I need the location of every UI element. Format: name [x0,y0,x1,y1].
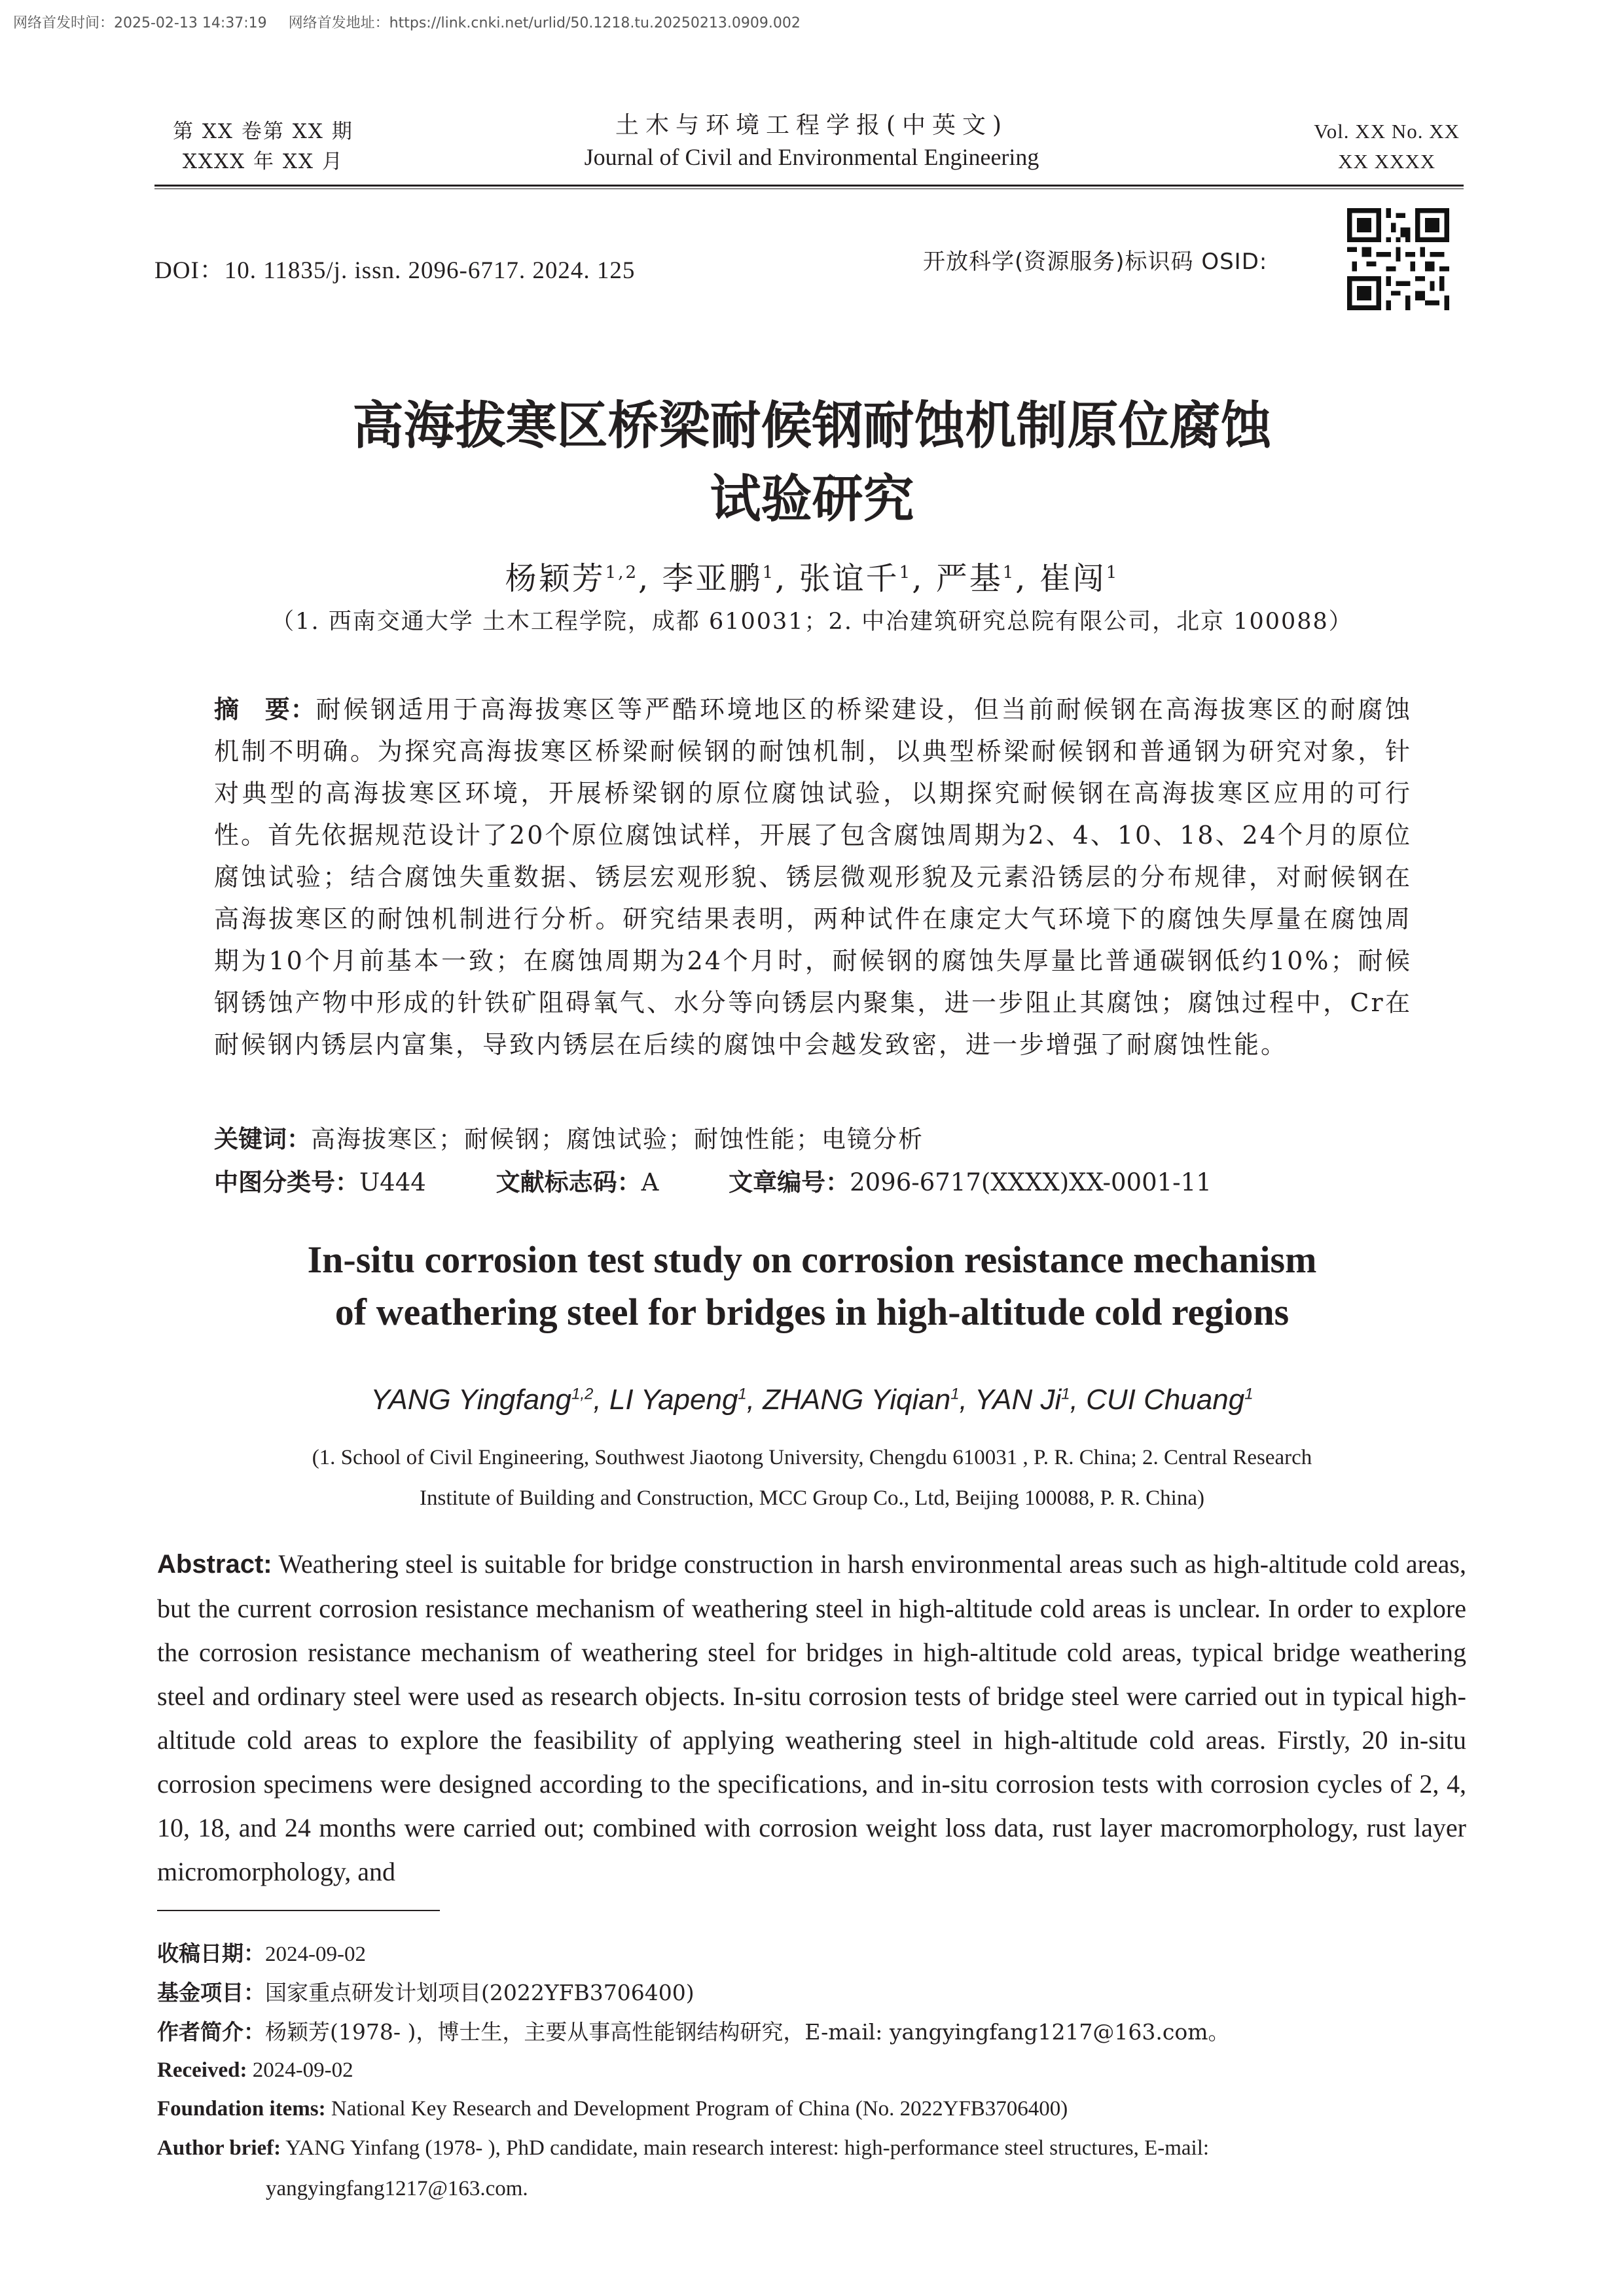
qr-code-icon[interactable] [1347,208,1449,310]
abstract-cn [214,689,1412,1066]
author-cn: 张谊千 [799,560,899,597]
author-aff: 1 [1106,563,1119,583]
footnote-received-cn: 收稿日期：2024-09-02 [157,1941,366,1966]
title-cn-line2: 试验研究 [710,469,914,529]
author-en: YAN Ji [975,1384,1062,1416]
title-cn-line1: 高海拔寒区桥梁耐候钢耐蚀机制原位腐蚀 [352,396,1272,456]
header-rule [154,185,1464,189]
footnote-received-en: Received: 2024-09-02 [157,2058,353,2082]
abstract-en [157,1542,1466,1893]
document-code: 文献标志码：A [496,1168,659,1196]
author-aff: 1 [762,563,776,583]
title-cn [0,389,1624,536]
affiliations-en [0,1437,1624,1518]
date-cn: XXXX 年 XX 月 [182,150,344,173]
abstract-cn-text: 耐候钢适用于高海拔寒区等严酷环境地区的桥梁建设，但当前耐候钢在高海拔寒区的耐腐蚀机制不明确。为探究高海拔寒区桥梁耐候钢的耐蚀机制，以典型桥梁耐候钢和普通钢为研究对象，针对典型的高海拔寒区环境，开展桥梁钢的原位腐蚀试验，以期探究耐候钢在高海拔寒区应用的可行性。首先依据规范设计了20个原位腐蚀试样，开展了包含腐蚀周期为2、4、10、18、24个月的原位腐蚀试验；结合腐蚀失重数据、锈层宏观形貌、锈层微观形貌及元素沿锈层的分布规律，对耐候钢在高海拔寒区的耐蚀机制进行分析。研究结果表明，两种试件在康定大气环境下的腐蚀失厚量在腐蚀周期为10个月前基本一致；在腐蚀周期为24个月时，耐候钢的腐蚀失厚量比普通碳钢低约10%；耐候钢锈蚀产物中形成的针铁矿阻碍氧气、水分等向锈层内聚集，进一步阻止其腐蚀；腐蚀过程中，Cr在耐候钢内锈层内富集，导致内锈层在后续的腐蚀中会越发致密，进一步增强了耐腐蚀性能。 [214,695,1412,1059]
header-volume-cn [173,117,353,177]
article-number: 文章编号：2096-6717(XXXX)XX-0001-11 [729,1168,1212,1196]
authors-en: YANG Yingfang$^{1,2}$, LI Yapeng$^1$, ZHANG Yiqian$^1$, YAN Ji$^1$, CUI Chuang$^1$ [370,1384,1254,1416]
affiliations-en-line2: Institute of Building and Construction, MCC Group Co., Ltd, Beijing 100088, P. R. China) [419,1486,1204,1510]
osid-label: 开放科学(资源服务)标识码 OSID: [923,249,1268,275]
date-en: XX XXXX [1338,150,1436,173]
footnote-rule [157,1910,440,1911]
abstract-en-text: Weathering steel is suitable for bridge construction in harsh environmental areas such as high-altitude cold areas, but the current corrosion resistance mechanism of weathering steel in high-altitude cold areas is unclear. In order to explore the corrosion resistance mechanism of weathering steel for bridges in high-altitude cold areas, typical bridge weathering steel and ordinary steel were used as research objects. In-situ corrosion tests of bridge steel were carried out in typical high-altitude cold areas to explore the feasibility of applying weathering steel in high-altitude cold areas. Firstly, 20 in-situ corrosion specimens were designed according to the specifications, and in-situ corrosion tests with corrosion cycles of 2, 4, 10, 18, and 24 months were carried out; combined with corrosion weight loss data, rust layer macromorphology, rust layer micromorphology, and [157,1549,1466,1886]
author-cn: 崔闯 [1039,560,1106,597]
volume-cn: 第 XX 卷第 XX 期 [173,120,353,143]
author-en: ZHANG Yiqian [763,1384,951,1416]
author-aff: 1 [950,1385,960,1403]
author-cn: 严基 [935,560,1003,597]
journal-name [458,110,1165,173]
doi[interactable]: DOI：10. 11835/j. issn. 2096-6717. 2024. 125 [154,257,636,284]
classification [214,1162,1212,1198]
author-aff: 1 [1244,1385,1254,1403]
title-en-line1: In-situ corrosion test study on corrosion resistance mechanism [307,1238,1317,1281]
author-cn: 杨颖芳 [505,560,605,597]
author-aff: 1 [1002,563,1016,583]
header-volume-en [1314,117,1460,177]
affiliations-en-line1: (1. School of Civil Engineering, Southwest Jiaotong University, Chengdu 610031 , P. R. China; 2. Central Research [312,1446,1312,1469]
footnote-fund-cn: 基金项目：国家重点研发计划项目(2022YFB3706400) [157,1980,695,2005]
keywords-cn [214,1119,924,1155]
volume-en: Vol. XX No. XX [1314,120,1460,143]
author-aff: 1,2 [605,563,639,583]
clc-code: 中图分类号：U444 [214,1168,426,1196]
footnote-author-cn: 作者简介：杨颖芳(1978- )，博士生，主要从事高性能钢结构研究，E-mail: yangyingfang1217@163.com。 [157,2019,1230,2045]
cnki-banner [13,12,818,32]
author-email-en[interactable]: yangyingfang1217@163.com. [266,2177,528,2200]
affiliations-cn: （1. 西南交通大学 土木工程学院，成都 610031；2. 中冶建筑研究总院有限公司，北京 100088） [271,609,1353,635]
author-aff: 1 [738,1385,747,1403]
journal-name-en: Journal of Civil and Environmental Engineering [584,144,1039,170]
keywords-cn-text: 高海拔寒区；耐候钢；腐蚀试验；耐蚀性能；电镜分析 [311,1125,924,1153]
authors-cn: 杨颖芳$^{1,2}$, 李亚鹏$^1$, 张谊千$^1$, 严基$^1$, 崔闯$^1$ [505,560,1119,597]
author-cn: 李亚鹏 [662,560,763,597]
footnote-fund-en: Foundation items: National Key Research and Development Program of China (No. 2022YFB3706400) [157,2097,1068,2121]
author-en: YANG Yingfang [370,1384,572,1416]
author-en: LI Yapeng [609,1384,738,1416]
abstract-cn-label: 摘 要： [214,695,316,724]
journal-name-cn: 土木与环境工程学报(中英文) [615,112,1009,139]
first-pub-time: 网络首发时间：2025-02-13 14:37:19 [13,15,267,31]
author-aff: 1 [899,563,912,583]
abstract-en-label: Abstract: [157,1550,272,1579]
first-pub-url[interactable]: 网络首发地址：https://link.cnki.net/urlid/50.1218.tu.20250213.0909.002 [288,15,801,31]
author-aff: 1 [1061,1385,1070,1403]
title-en-line2: of weathering steel for bridges in high-altitude cold regions [334,1291,1290,1333]
keywords-cn-label: 关键词： [214,1125,311,1153]
footnote-author-en: Author brief: YANG Yinfang (1978- ), PhD candidate, main research interest: high-performance steel structures, E-mail: yangyingfang1217@163.com. [157,2133,1466,2204]
author-en: CUI Chuang [1086,1384,1245,1416]
author-aff: 1,2 [571,1385,594,1403]
title-en [0,1234,1624,1338]
